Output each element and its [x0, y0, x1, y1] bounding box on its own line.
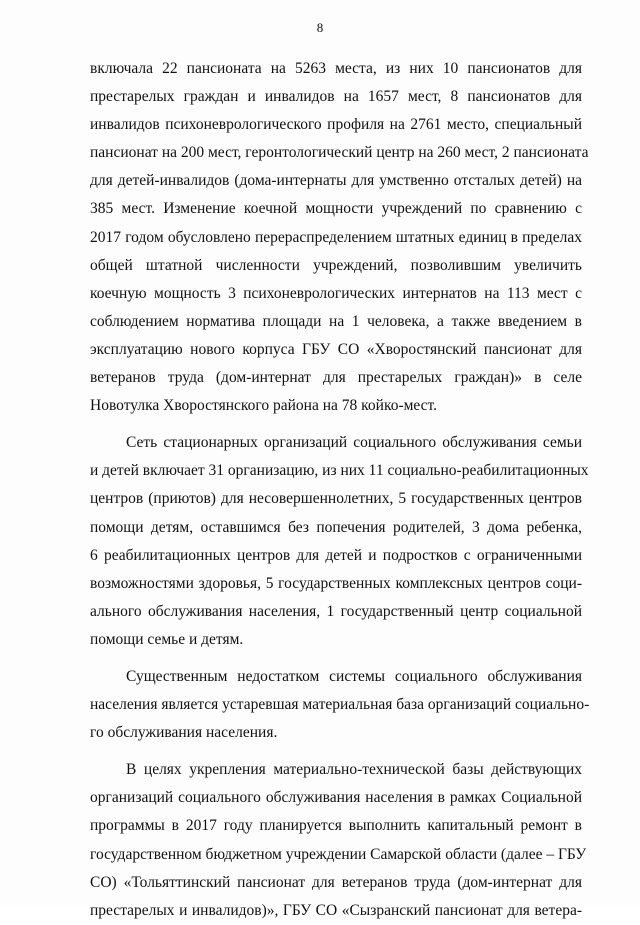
paragraph-gap	[90, 747, 582, 756]
text-line: программы в 2017 году планируется выполнить капитальный ремонт в	[90, 817, 582, 835]
text-line: эксплуатацию нового корпуса ГБУ СО «Хворостянский пансионат для	[90, 340, 582, 358]
text-line: коечную мощность 3 психоневрологических интернатов на 113 мест с	[90, 284, 582, 302]
text-line: возможностями здоровья, 5 государственных комплексных центров соци-	[90, 574, 582, 592]
paragraph	[90, 663, 590, 747]
text-line: для детей-инвалидов (дома-интернаты для умственно отсталых детей) на	[90, 172, 582, 190]
text-line: включала 22 пансионата на 5263 места, из них 10 пансионатов для	[90, 60, 582, 77]
text-line: Существенным недостатком системы социального обслуживания	[126, 667, 582, 685]
text-line: государственном бюджетном учреждении Самарской области (далее – ГБУ	[90, 845, 587, 863]
paragraph	[90, 756, 587, 925]
text-line: В целях укрепления материально-технической базы действующих	[126, 761, 582, 779]
text-line: го обслуживания населения.	[90, 724, 278, 742]
paragraph	[90, 429, 589, 654]
text-line: помощи семье и детям.	[90, 630, 244, 648]
text-line: 385 мест. Изменение коечной мощности учреждений по сравнению с	[90, 200, 582, 218]
document-body	[90, 55, 590, 925]
text-line: населения является устаревшая материальная база организаций социально-	[90, 696, 590, 714]
page-number: 8	[316, 20, 324, 35]
text-line: Сеть стационарных организаций социального обслуживания семьи	[126, 434, 582, 452]
text-line: инвалидов психоневрологического профиля на 2761 место, специальный	[90, 116, 582, 134]
text-line: СО) «Тольяттинский пансионат для ветеранов труда (дом-интернат для	[90, 873, 582, 891]
paragraph-gap	[90, 654, 582, 663]
text-line: ального обслуживания населения, 1 государственный центр социальной	[90, 602, 582, 620]
text-line: престарелых граждан и инвалидов на 1657 мест, 8 пансионатов для	[90, 88, 582, 106]
paragraph	[90, 55, 589, 420]
text-line: ветеранов труда (дом-интернат для престарелых граждан)» в селе	[90, 369, 582, 387]
text-line: организаций социального обслуживания населения в рамках Социальной	[90, 789, 582, 807]
text-line: 6 реабилитационных центров для детей и подростков с ограниченными	[90, 546, 582, 564]
text-line: Новотулка Хворостянского района на 78 койко-мест.	[90, 397, 438, 415]
text-line: соблюдением норматива площади на 1 человека, а также введением в	[90, 312, 582, 330]
text-line: 2017 годом обусловлено перераспределением штатных единиц в пределах	[90, 228, 582, 246]
paragraph-gap	[90, 420, 582, 429]
text-line: престарелых и инвалидов)», ГБУ СО «Сызранский пансионат для ветера-	[90, 901, 582, 919]
text-line: общей штатной численности учреждений, позволившим увеличить	[90, 256, 582, 274]
text-line: и детей включает 31 организацию, из них 11 социально-реабилитационных	[90, 462, 589, 480]
text-line: помощи детям, оставшимся без попечения родителей, 3 дома ребенка,	[90, 518, 582, 536]
text-line: центров (приютов) для несовершеннолетних, 5 государственных центров	[90, 490, 582, 508]
text-line: пансионат на 200 мест, геронтологический центр на 260 мест, 2 пансионата	[90, 144, 589, 162]
